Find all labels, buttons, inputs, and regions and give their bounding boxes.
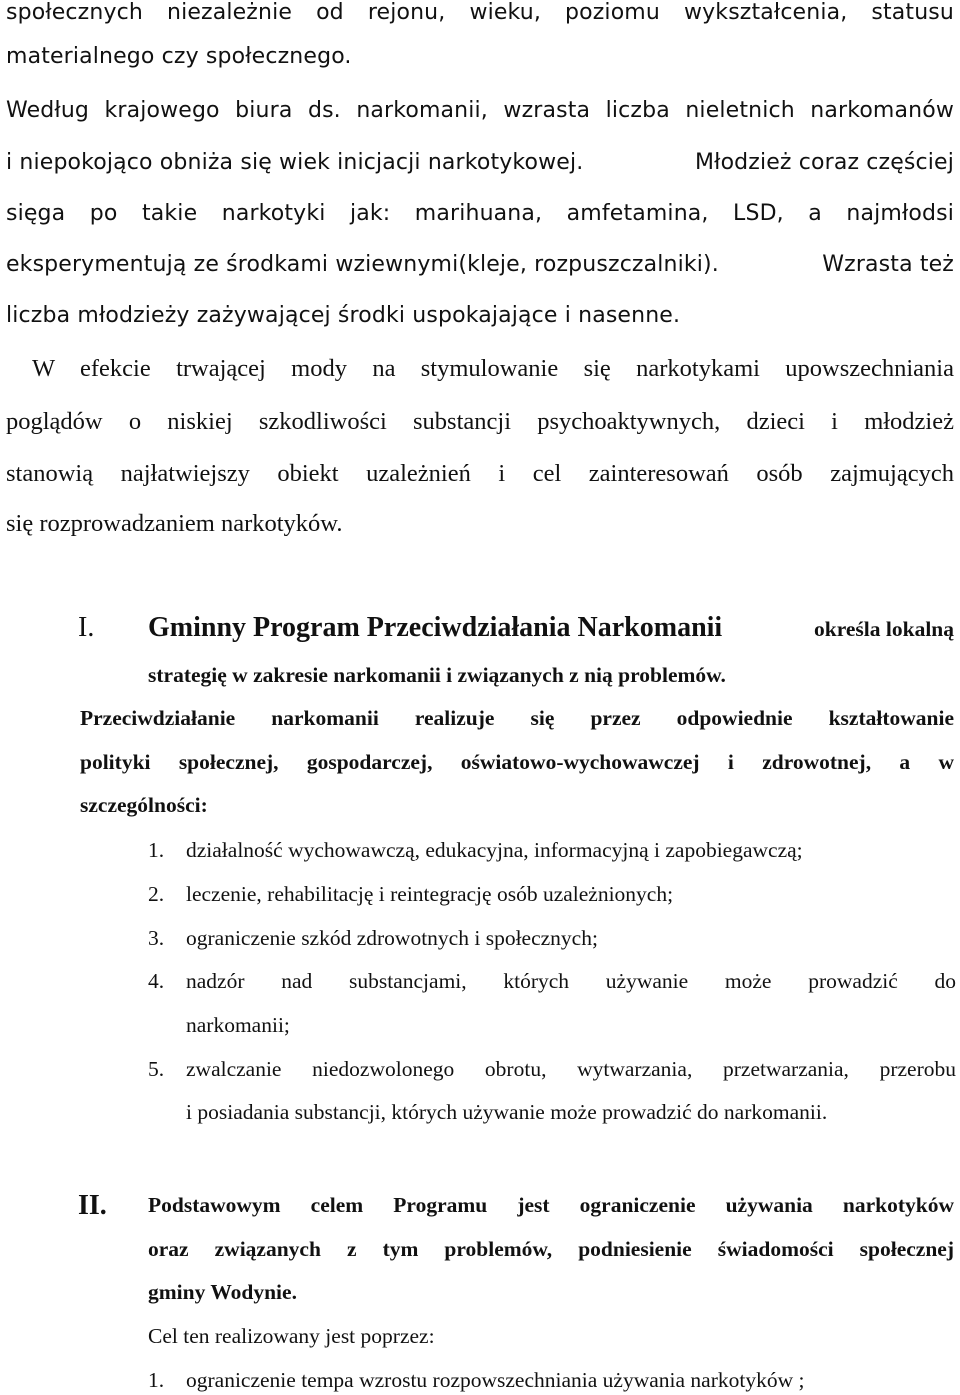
text-line: gminy Wodynie. (148, 1280, 297, 1304)
text-fragment: i niepokojąco obniża się wiek inicjacji narkotykowej. (6, 150, 584, 175)
text-line: materialnego czy społecznego. (6, 44, 352, 69)
text-fragment: eksperymentują ze środkami wziewnymi(kleje, rozpuszczalniki). (6, 252, 719, 277)
list-text: zwalczanie niedozwolonego obrotu, wytwarzania, przetwarzania, przerobu (186, 1057, 956, 1081)
list-text: i posiadania substancji, których używanie może prowadzić do narkomanii. (186, 1100, 828, 1124)
list-text: ograniczenie szkód zdrowotnych i społecznych; (186, 926, 598, 950)
list-number: 1. (148, 1368, 165, 1392)
section-subtitle: Cel ten realizowany jest poprzez: (148, 1324, 435, 1348)
text-line: stanowią najłatwiejszy obiekt uzależnień i cel zainteresowań osób zajmujących (6, 460, 954, 487)
text-line: szczególności: (80, 793, 208, 817)
list-number: 3. (148, 926, 165, 950)
text-fragment: Wzrasta też (822, 252, 954, 277)
list-text: ograniczenie tempa wzrostu rozpowszechniania używania narkotyków ; (186, 1368, 805, 1392)
list-text: działalność wychowawczą, edukacyjna, informacyjną i zapobiegawczą; (186, 838, 803, 862)
section-title-line (148, 612, 954, 644)
section-number: I. (78, 612, 95, 643)
section-number: II. (78, 1190, 107, 1221)
text-line: W efekcie trwającej mody na stymulowanie się narkotykami upowszechniania (32, 355, 954, 382)
text-line (6, 252, 954, 277)
text-line: poglądów o niskiej szkodliwości substancji psychoaktywnych, dzieci i młodzież (6, 408, 954, 435)
list-text: narkomanii; (186, 1013, 290, 1037)
list-number: 1. (148, 838, 165, 862)
section-title-line-2: strategię w zakresie narkomanii i związanych z nią problemów. (148, 663, 726, 687)
text-fragment: Młodzież coraz częściej (695, 150, 954, 175)
list-text: leczenie, rehabilitację i reintegrację osób uzależnionych; (186, 882, 674, 906)
section-title: Gminny Program Przeciwdziałania Narkomanii (148, 612, 723, 643)
list-number: 2. (148, 882, 165, 906)
text-line (6, 150, 954, 175)
text-line: oraz związanych z tym problemów, podniesienie świadomości społecznej (148, 1237, 954, 1261)
text-line: społecznych niezależnie od rejonu, wieku, poziomu wykształcenia, statusu (6, 0, 954, 25)
list-number: 4. (148, 969, 165, 993)
text-line: Podstawowym celem Programu jest ograniczenie używania narkotyków (148, 1193, 954, 1217)
text-line: się rozprowadzaniem narkotyków. (6, 510, 343, 537)
text-line: Według krajowego biura ds. narkomanii, wzrasta liczba nieletnich narkomanów (6, 98, 954, 123)
section-title-rest: określa lokalną (814, 617, 954, 641)
text-line: sięga po takie narkotyki jak: marihuana, amfetamina, LSD, a najmłodsi (6, 201, 954, 226)
list-text: nadzór nad substancjami, których używanie może prowadzić do (186, 969, 956, 993)
list-number: 5. (148, 1057, 165, 1081)
text-line: polityki społecznej, gospodarczej, oświatowo-wychowawczej i zdrowotnej, a w (80, 750, 954, 774)
text-line: liczba młodzieży zażywającej środki uspokajające i nasenne. (6, 303, 681, 328)
text-line: Przeciwdziałanie narkomanii realizuje się przez odpowiednie kształtowanie (80, 706, 954, 730)
